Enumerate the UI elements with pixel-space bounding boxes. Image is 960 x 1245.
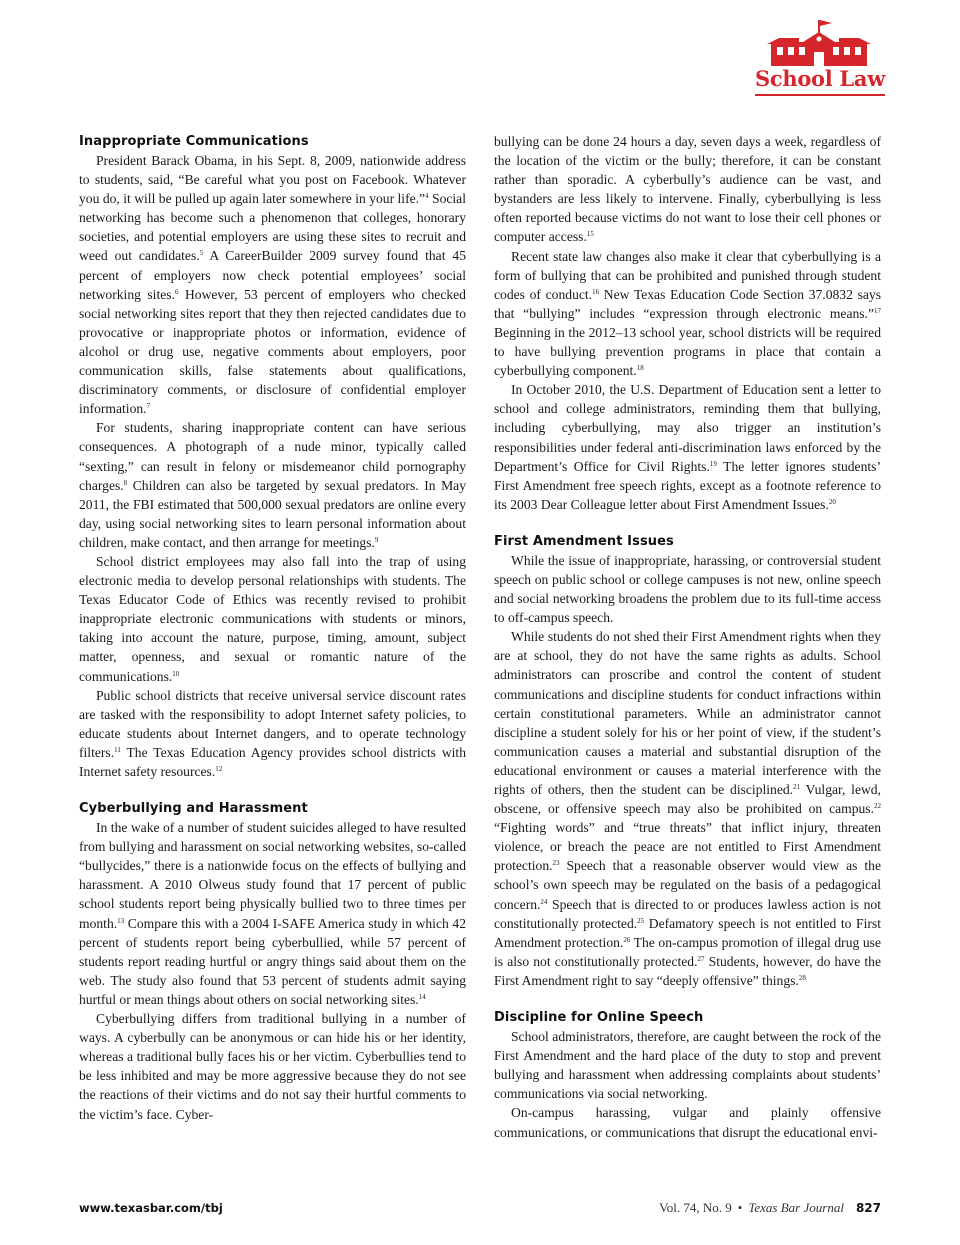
- paragraph: [79, 151, 466, 418]
- text-run: While the issue of inappropriate, harassing, or controversial student speech on public school or college campuses is not new, online speech and social networking broadens the problem due to its full-time access to off-campus speech.: [494, 552, 881, 626]
- footnote-ref: 24: [540, 897, 548, 906]
- footnote-ref: 20: [828, 497, 836, 506]
- text-run: Children can also be targeted by sexual predators. In May 2011, the FBI estimated that 500,000 sexual predators are online every day, using social networking sites to learn personal information about children, make contact, and then arrange for meetings.: [79, 477, 466, 550]
- paragraph: [494, 627, 881, 990]
- text-run: In the wake of a number of student suicides alleged to have resulted from bullying and harassment on social networking websites, so-called “bullycides,” there is a nationwide focus on the effects of bullying and harassment. A 2010 Olweus study found that 17 percent of public school students report being physically bullied two to three times per month.: [79, 820, 466, 931]
- paragraph: [79, 818, 466, 1009]
- text-run: “Fighting words” and “true threats” that inflict injury, threaten violence, or breach the peace are not entitled to First Amendment protection.: [494, 820, 881, 874]
- logo-text: School Law: [755, 66, 885, 91]
- footnote-ref: 17: [874, 306, 881, 315]
- paragraph: [79, 1009, 466, 1124]
- text-run: bullying can be done 24 hours a day, seven days a week, regardless of the location of the victim or the bully; therefore, it can be constant rather than sporadic. A cyberbully’s audience can be vast, and bystanders are less likely to intervene. Finally, cyberbullying is less often reported because victims do not want to lose their cell phones or computer access.: [494, 134, 881, 245]
- footnote-ref: 10: [172, 669, 180, 678]
- text-run: A CareerBuilder 2009 survey found that 45 percent of employers now check potential employees’ social networking sites.: [79, 248, 466, 302]
- paragraph: [79, 552, 466, 686]
- section-heading: First Amendment Issues: [494, 533, 674, 549]
- footnote-ref: 8: [123, 478, 128, 487]
- footnote-ref: 5: [199, 249, 204, 258]
- footnote-ref: 27: [697, 954, 705, 963]
- footnote-ref: 14: [418, 992, 426, 1001]
- text-run: Speech that a reasonable observer would view as the school’s own speech may be regulated on the basis of a pedagogical concern.: [494, 858, 881, 912]
- footer-volume: Vol. 74, No. 9: [659, 1200, 732, 1215]
- text-run: Cyberbullying differs from traditional bullying in a number of ways. A cyberbully can be anonymous or can hide his or her identity, whereas a traditional bully faces his or her victim. Cyberbullies tend to be less inhibited and may be more aggressive because they do not see the reactions of their victims and do not say their hurtful comments to the victim’s face. Cyber-: [79, 1011, 466, 1122]
- text-run: Students, however, do have the First Amendment right to say “deeply offensive” things.: [494, 953, 881, 988]
- text-run: The on-campus promotion of illegal drug use is also not constitutionally protected.: [494, 934, 882, 969]
- footnote-ref: 9: [374, 535, 379, 544]
- text-run: The Texas Education Agency provides school districts with Internet safety resources.: [79, 744, 466, 779]
- paragraph: [494, 1103, 881, 1141]
- footnote-ref: 11: [114, 745, 121, 754]
- footnote-ref: 15: [586, 230, 594, 239]
- footnote-ref: 25: [637, 916, 645, 925]
- text-run: The letter ignores students’ First Amendment free speech rights, except as a footnote reference to its 2003 Dear Colleague letter about First Amendment Issues.: [494, 458, 881, 512]
- text-run: Beginning in the 2012–13 school year, school districts will be required to have bullying prevention programs in place that contain a cyberbullying component.: [494, 324, 881, 379]
- footnote-ref: 12: [215, 765, 223, 773]
- section-heading: Cyberbullying and Harassment: [79, 801, 308, 817]
- paragraph: [494, 132, 881, 247]
- text-run: Social networking has become such a phenomenon that colleges, honorary societies, and potential employers are using these sites to recruit and weed out candidates.: [79, 191, 466, 264]
- footnote-ref: 16: [592, 287, 600, 296]
- text-run: Vulgar, lewd, obscene, or offensive speech may also be prohibited on campus.: [494, 782, 881, 817]
- footnote-ref: 6: [174, 287, 179, 296]
- paragraph: [79, 686, 466, 781]
- text-run: While students do not shed their First Amendment rights when they are at school, they do not have the same rights as adults. School administrators can proscribe and control the content of student communications and discipline students for conduct infractions within certain constitutional parameters. While an administrator cannot discipline a student solely for his or her point of view, if the student’s communication causes a material and substantial disruption of the educational environment or causes a material interference with the rights of others, then the student can be disciplined.: [494, 629, 881, 797]
- left-column: [79, 132, 466, 1124]
- text-run: Compare this with a 2004 I-SAFE America study in which 42 percent of students report being cyberbullied, while 57 percent of students report reading hurtful or angry things said about them on the web. The study also found that 53 percent of students admit saying hurtful or mean things about others on social networking sites.: [79, 915, 466, 1007]
- paragraph: [494, 1027, 881, 1103]
- footer-website: www.texasbar.com/tbj: [79, 1201, 223, 1215]
- text-run: On-campus harassing, vulgar and plainly offensive communications, or communications that disrupt the educational envi-: [494, 1105, 881, 1140]
- footnote-ref: 19: [709, 459, 717, 468]
- paragraph: [494, 551, 881, 627]
- text-run: President Barack Obama, in his Sept. 8, 2009, nationwide address to students, said, “Be careful what you post on Facebook. Whatever you do, it will be pulled up again later somewhere in your life.”: [79, 153, 466, 207]
- footer-journal: Texas Bar Journal: [748, 1200, 844, 1215]
- text-run: However, 53 percent of employers who checked social networking sites report that they then rejected candidates due to provocative or inappropriate photos or information, evidence of alcohol or drug use, negative comments about employers, poor communication skills, false statements about qualifications, discriminatory comments, or disclosure of confidential employer information.: [79, 286, 466, 417]
- footnote-ref: 7: [146, 402, 151, 411]
- section-heading: Inappropriate Communications: [79, 134, 309, 149]
- text-run: School district employees may also fall into the trap of using electronic media to develop personal relationships with students. The Texas Educator Code of Ethics was recently revised to prohibit inappropriate electronic communications with students or minors, taking into account the nature, purpose, timing, amount, subject matter, openness, and sexual or romantic nature of the communications.: [79, 553, 466, 684]
- school-law-logo: [753, 20, 887, 100]
- text-run: In October 2010, the U.S. Department of Education sent a letter to school and college administrators, reminding them that bullying, including cyberbullying, may also trigger an institution’s responsibilities under federal anti-discrimination laws enforced by the Department’s Office for Civil Rights.: [494, 382, 881, 474]
- footnote-ref: 4: [425, 192, 429, 201]
- right-column: [494, 132, 881, 1142]
- logo-underline: [755, 94, 885, 96]
- footnote-ref: 18: [636, 364, 644, 373]
- footnote-ref: 21: [793, 783, 801, 791]
- text-run: Recent state law changes also make it clear that cyberbullying is a form of bullying that can be prohibited and punished through student codes of conduct.: [494, 248, 881, 302]
- text-run: Speech that is directed to or produces lawless action is not constitutionally protected.: [494, 896, 881, 931]
- footnote-ref: 26: [623, 935, 631, 944]
- paragraph: [494, 247, 881, 381]
- page-number: 827: [855, 1201, 881, 1215]
- text-run: New Texas Education Code Section 37.0832 says that “bullying” includes “expression through electronic means.”: [494, 286, 881, 321]
- footnote-ref: 28: [798, 973, 806, 982]
- text-run: Defamatory speech is not entitled to First Amendment protection.: [494, 915, 881, 950]
- footnote-ref: 23: [552, 859, 560, 868]
- schoolhouse-icon: [759, 20, 881, 68]
- text-run: For students, sharing inappropriate content can have serious consequences. A photograph of a nude minor, typically called “sexting,” can result in felony or misdemeanor child pornography charges.: [79, 420, 466, 493]
- footer-info: [659, 1200, 881, 1216]
- footer-bullet: •: [737, 1200, 743, 1215]
- footnote-ref: 22: [874, 802, 881, 811]
- text-run: School administrators, therefore, are caught between the rock of the First Amendment and the hard place of the duty to stop and prevent bullying and harassment when addressing complaints about students’ communications via social networking.: [494, 1029, 881, 1102]
- paragraph: [79, 418, 466, 552]
- footnote-ref: 13: [117, 916, 125, 925]
- paragraph: [494, 380, 881, 514]
- text-run: Public school districts that receive universal service discount rates are tasked with the responsibility to adopt Internet safety policies, to educate students about Internet dangers, and to operate technology filters.: [79, 687, 466, 760]
- section-heading: Discipline for Online Speech: [494, 1010, 704, 1026]
